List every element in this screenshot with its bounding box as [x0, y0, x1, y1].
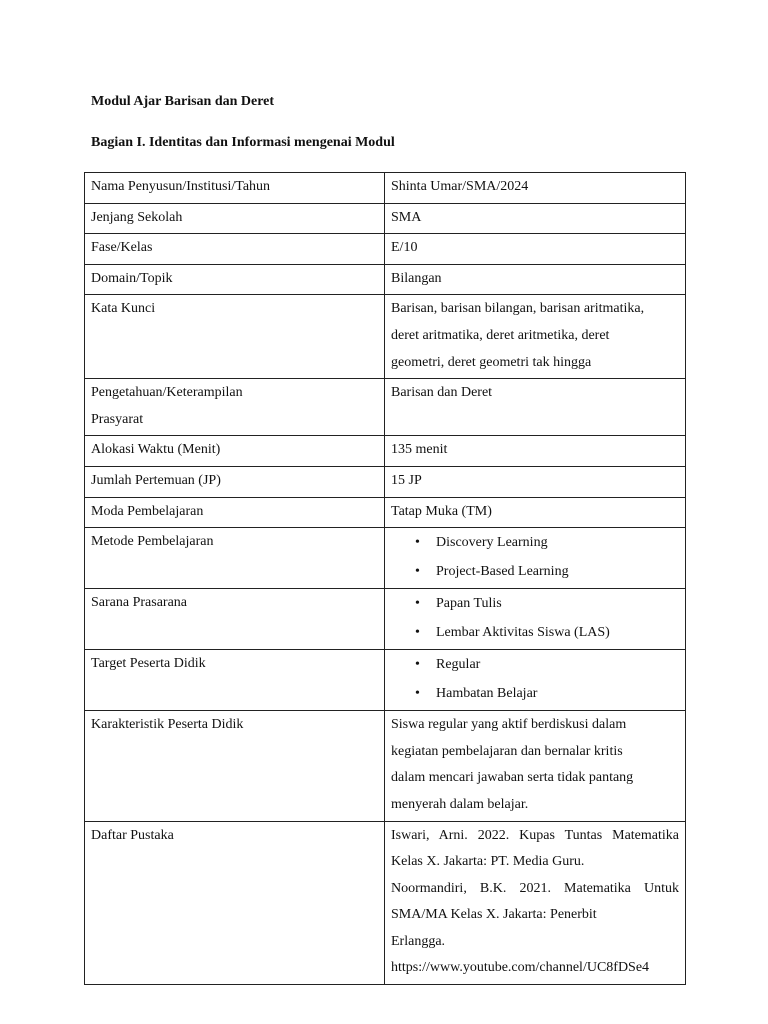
list-item-text: Lembar Aktivitas Siswa (LAS) [436, 624, 610, 640]
row-value-text: Siswa regular yang aktif berdiskusi dalam kegiatan pembelajaran dan bernalar kritis dalam mencari jawaban serta tidak pantang menyerah dalam belajar. [391, 717, 634, 812]
row-label [85, 173, 385, 204]
row-value [385, 528, 686, 589]
row-value-text: Bilangan [391, 270, 442, 286]
row-value [385, 234, 686, 265]
row-label [85, 234, 385, 265]
row-label [85, 497, 385, 528]
table-row [85, 173, 686, 204]
reference-line: Erlangga. [391, 933, 446, 949]
list-item [391, 590, 679, 619]
row-label-text: Target Peserta Didik [91, 656, 206, 672]
row-label-text: Jumlah Pertemuan (JP) [91, 472, 221, 488]
bullet-icon: • [415, 596, 420, 612]
table-row [85, 234, 686, 265]
row-value [385, 264, 686, 295]
list-item-text: Regular [436, 657, 481, 673]
reference-line: Kelas X. Jakarta: PT. Media Guru. [391, 854, 585, 870]
table-row [85, 466, 686, 497]
row-label [85, 711, 385, 821]
row-label [85, 264, 385, 295]
list-item [391, 651, 679, 680]
row-value-text: Shinta Umar/SMA/2024 [391, 179, 529, 194]
row-value [385, 466, 686, 497]
row-label-text: Nama Penyusun/Institusi/Tahun [91, 179, 271, 194]
row-label-text: Alokasi Waktu (Menit) [91, 442, 221, 458]
table-row [85, 821, 686, 985]
row-label [85, 650, 385, 711]
bullet-icon: • [415, 535, 420, 551]
row-value-text: SMA [391, 209, 422, 225]
table-row [85, 379, 686, 436]
row-label-text: Fase/Kelas [91, 240, 153, 256]
row-label-text: Pengetahuan/Keterampilan Prasyarat [91, 385, 243, 427]
list-item-text: Hambatan Belajar [436, 685, 538, 701]
bullet-icon: • [415, 563, 420, 579]
module-info-table [84, 172, 686, 985]
row-label-text: Kata Kunci [91, 301, 156, 317]
row-label [85, 528, 385, 589]
row-label-text: Sarana Prasarana [91, 595, 188, 611]
table-row [85, 497, 686, 528]
row-value [385, 436, 686, 467]
bullet-icon: • [415, 657, 420, 673]
row-value-text: 135 menit [391, 442, 448, 458]
row-value-text: Barisan, barisan bilangan, barisan aritmatika, deret aritmatika, deret aritmetika, deret geometri, deret geometri tak hingga [391, 301, 645, 370]
row-value-text: Tatap Muka (TM) [391, 503, 492, 519]
row-value [385, 173, 686, 204]
row-value [385, 295, 686, 379]
section-title: Bagian I. Identitas dan Informasi mengenai Modul [91, 135, 395, 150]
row-value [385, 203, 686, 234]
row-label-text: Jenjang Sekolah [91, 209, 183, 225]
list-item [391, 619, 679, 648]
table-row [85, 436, 686, 467]
table-row [85, 295, 686, 379]
row-value [385, 589, 686, 650]
table-row [85, 203, 686, 234]
row-value-text: 15 JP [391, 472, 422, 488]
table-row [85, 711, 686, 821]
table-row [85, 264, 686, 295]
table-row [85, 589, 686, 650]
reference-line: SMA/MA Kelas X. Jakarta: Penerbit [391, 907, 597, 923]
bullet-icon: • [415, 624, 420, 640]
row-label-text: Daftar Pustaka [91, 827, 174, 843]
row-value [385, 497, 686, 528]
list-item-text: Discovery Learning [436, 535, 548, 551]
row-label-text: Karakteristik Peserta Didik [91, 717, 244, 733]
list-item-text: Project-Based Learning [436, 563, 569, 579]
row-label [85, 379, 385, 436]
row-label [85, 436, 385, 467]
row-value [385, 711, 686, 821]
row-label-text: Metode Pembelajaran [91, 534, 214, 550]
row-label [85, 295, 385, 379]
row-label [85, 821, 385, 985]
reference-link[interactable]: https://www.youtube.com/channel/UC8fDSe4 [391, 960, 650, 976]
table-row [85, 528, 686, 589]
row-value-text: Barisan dan Deret [391, 385, 493, 401]
reference-line: Iswari, Arni. 2022. Kupas Tuntas Matematika [391, 827, 679, 843]
row-value [385, 650, 686, 711]
row-value [385, 379, 686, 436]
reference-line: Noormandiri, B.K. 2021. Matematika Untuk [391, 880, 679, 896]
document-title: Modul Ajar Barisan dan Deret [91, 94, 275, 109]
table-row [85, 650, 686, 711]
row-label [85, 203, 385, 234]
row-value [385, 821, 686, 985]
row-label [85, 589, 385, 650]
bullet-list [391, 590, 679, 647]
bullet-list [391, 651, 679, 708]
list-item [391, 680, 679, 709]
list-item [391, 529, 679, 558]
list-item [391, 558, 679, 587]
row-label-text: Domain/Topik [91, 270, 173, 286]
bullet-icon: • [415, 685, 420, 701]
row-label-text: Moda Pembelajaran [91, 503, 204, 519]
list-item-text: Papan Tulis [436, 596, 502, 612]
row-label [85, 466, 385, 497]
bullet-list [391, 529, 679, 586]
row-value-text: E/10 [391, 240, 418, 256]
